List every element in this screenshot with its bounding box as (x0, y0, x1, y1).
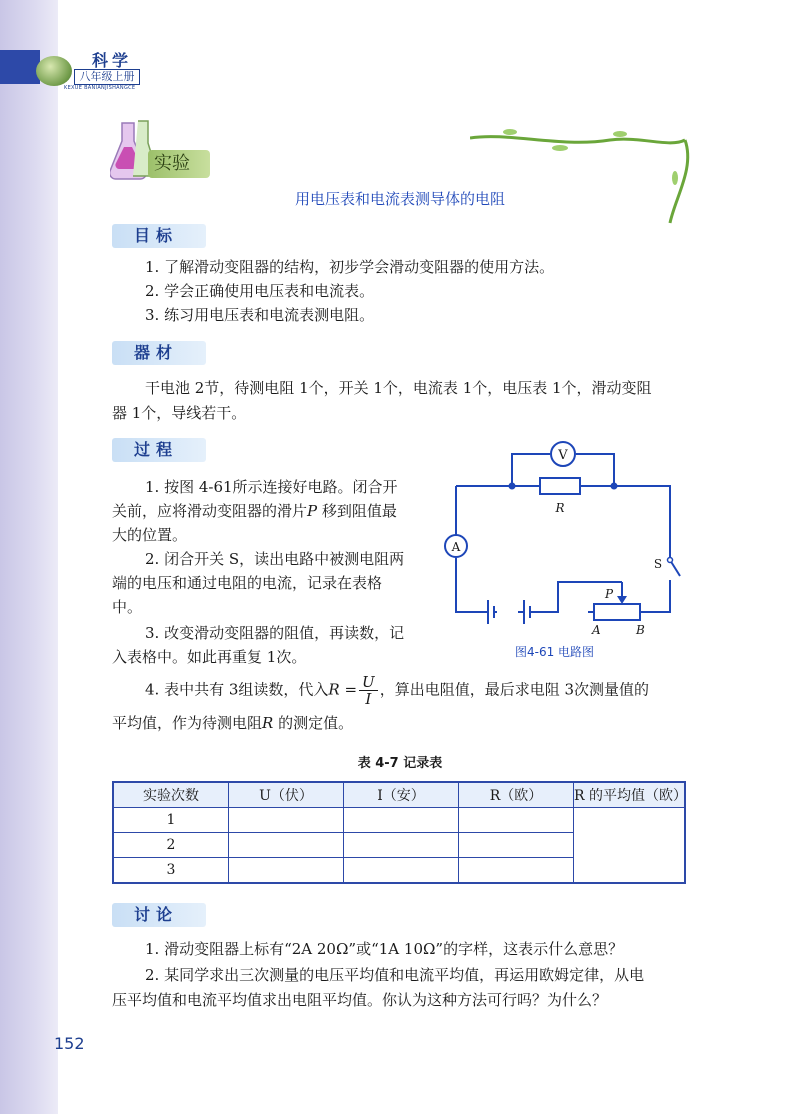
process-1d: 大的位置。 (112, 526, 188, 544)
process-4-line-2: 平均值，作为待测电阻R 的测定值。 (112, 714, 354, 732)
col-header-trial: 实验次数 (113, 782, 229, 808)
process-1b: 关前，应将滑动变阻器的滑片P 移到阻值最 (112, 502, 397, 520)
process-2b: 端的电压和通过电阻的电流，记录在表格 (112, 574, 383, 592)
cell (229, 808, 344, 833)
col-header-voltage: U（伏） (229, 782, 344, 808)
trial-number: 2 (113, 833, 229, 858)
process-3b: 入表格中。如此再重复 1次。 (112, 648, 307, 666)
ammeter-icon (445, 535, 467, 557)
record-table (112, 781, 686, 884)
globe-logo-icon (36, 56, 72, 86)
section-heading-discussion: 讨论 (112, 903, 206, 927)
cell (344, 808, 459, 833)
pinyin-label: KEXUE BANIANJISHANGCE (64, 85, 136, 91)
discussion-q2a: 2. 某同学求出三次测量的电压平均值和电流平均值，再运用欧姆定律，从电 (145, 966, 645, 984)
vine-decoration-icon (470, 118, 700, 228)
rheostat-end-b: B (636, 623, 645, 637)
goal-item-3: 3. 练习用电压表和电流表测电阻。 (145, 306, 375, 324)
page-title: 用电压表和电流表测导体的电阻 (294, 190, 505, 208)
col-header-resistance: R（欧） (459, 782, 574, 808)
ammeter-label: A (451, 540, 461, 554)
goal-item-1: 1. 了解滑动变阻器的结构，初步学会滑动变阻器的使用方法。 (145, 258, 555, 276)
discussion-q1: 1. 滑动变阻器上标有“2A 20Ω”或“1A 10Ω”的字样，这表示什么意思？ (145, 940, 624, 958)
ohm-law-fraction: $\frac{U}{I}$ (359, 674, 378, 707)
voltmeter-label: V (558, 448, 568, 463)
left-margin-band (0, 0, 58, 1114)
voltmeter-icon (551, 442, 575, 466)
experiment-badge: 实验 (148, 150, 210, 178)
process-3a: 3. 改变滑动变阻器的阻值，再读数，记 (145, 624, 405, 642)
process-4-line-1: 4. 表中共有 3组读数，代入R = $\frac{U}{I}$ ，算出电阻值，最后求电阻 3次测量值的 (145, 673, 650, 708)
materials-line-2: 器 1个，导线若干。 (112, 404, 247, 422)
switch-label: S (653, 557, 663, 571)
average-cell (574, 808, 686, 884)
goal-item-2: 2. 学会正确使用电压表和电流表。 (145, 282, 375, 300)
figure-caption: 图4-61 电路图 (515, 645, 595, 659)
cell (459, 833, 574, 858)
section-heading-process: 过程 (112, 438, 206, 462)
rheostat-icon (594, 604, 640, 620)
slider-label: P (605, 587, 614, 601)
grade-label: 八年级上册 (74, 69, 140, 85)
cell (459, 808, 574, 833)
process-2a: 2. 闭合开关 S，读出电路中被测电阻两 (145, 550, 405, 568)
cell (459, 858, 574, 884)
col-header-current: I（安） (344, 782, 459, 808)
section-heading-goal: 目标 (112, 224, 206, 248)
resistor-label: R (555, 501, 565, 515)
materials-line-1: 干电池 2节，待测电阻 1个，开关 1个，电流表 1个，电压表 1个，滑动变阻 (145, 379, 652, 397)
process-1a: 1. 按图 4-61所示连接好电路。闭合开 (145, 478, 398, 496)
discussion-q2b: 压平均值和电流平均值求出电阻平均值。你认为这种方法可行吗？为什么？ (112, 991, 608, 1009)
section-heading-materials: 器材 (112, 341, 206, 365)
col-header-average: R 的平均值（欧） (574, 782, 686, 808)
trial-number: 3 (113, 858, 229, 884)
cell (344, 833, 459, 858)
switch-icon (668, 558, 673, 563)
cell (344, 858, 459, 884)
subject-name: 科学 (92, 51, 133, 70)
cell (229, 833, 344, 858)
table-row (113, 808, 685, 833)
trial-number: 1 (113, 808, 229, 833)
page-number: 152 (54, 1034, 85, 1053)
resistor-icon (540, 478, 580, 494)
rheostat-end-a: A (592, 623, 601, 637)
circuit-diagram (440, 440, 700, 665)
process-2c: 中。 (112, 598, 143, 616)
header-color-bar (0, 50, 40, 84)
table-caption: 表 4-7 记录表 (357, 756, 443, 771)
cell (229, 858, 344, 884)
